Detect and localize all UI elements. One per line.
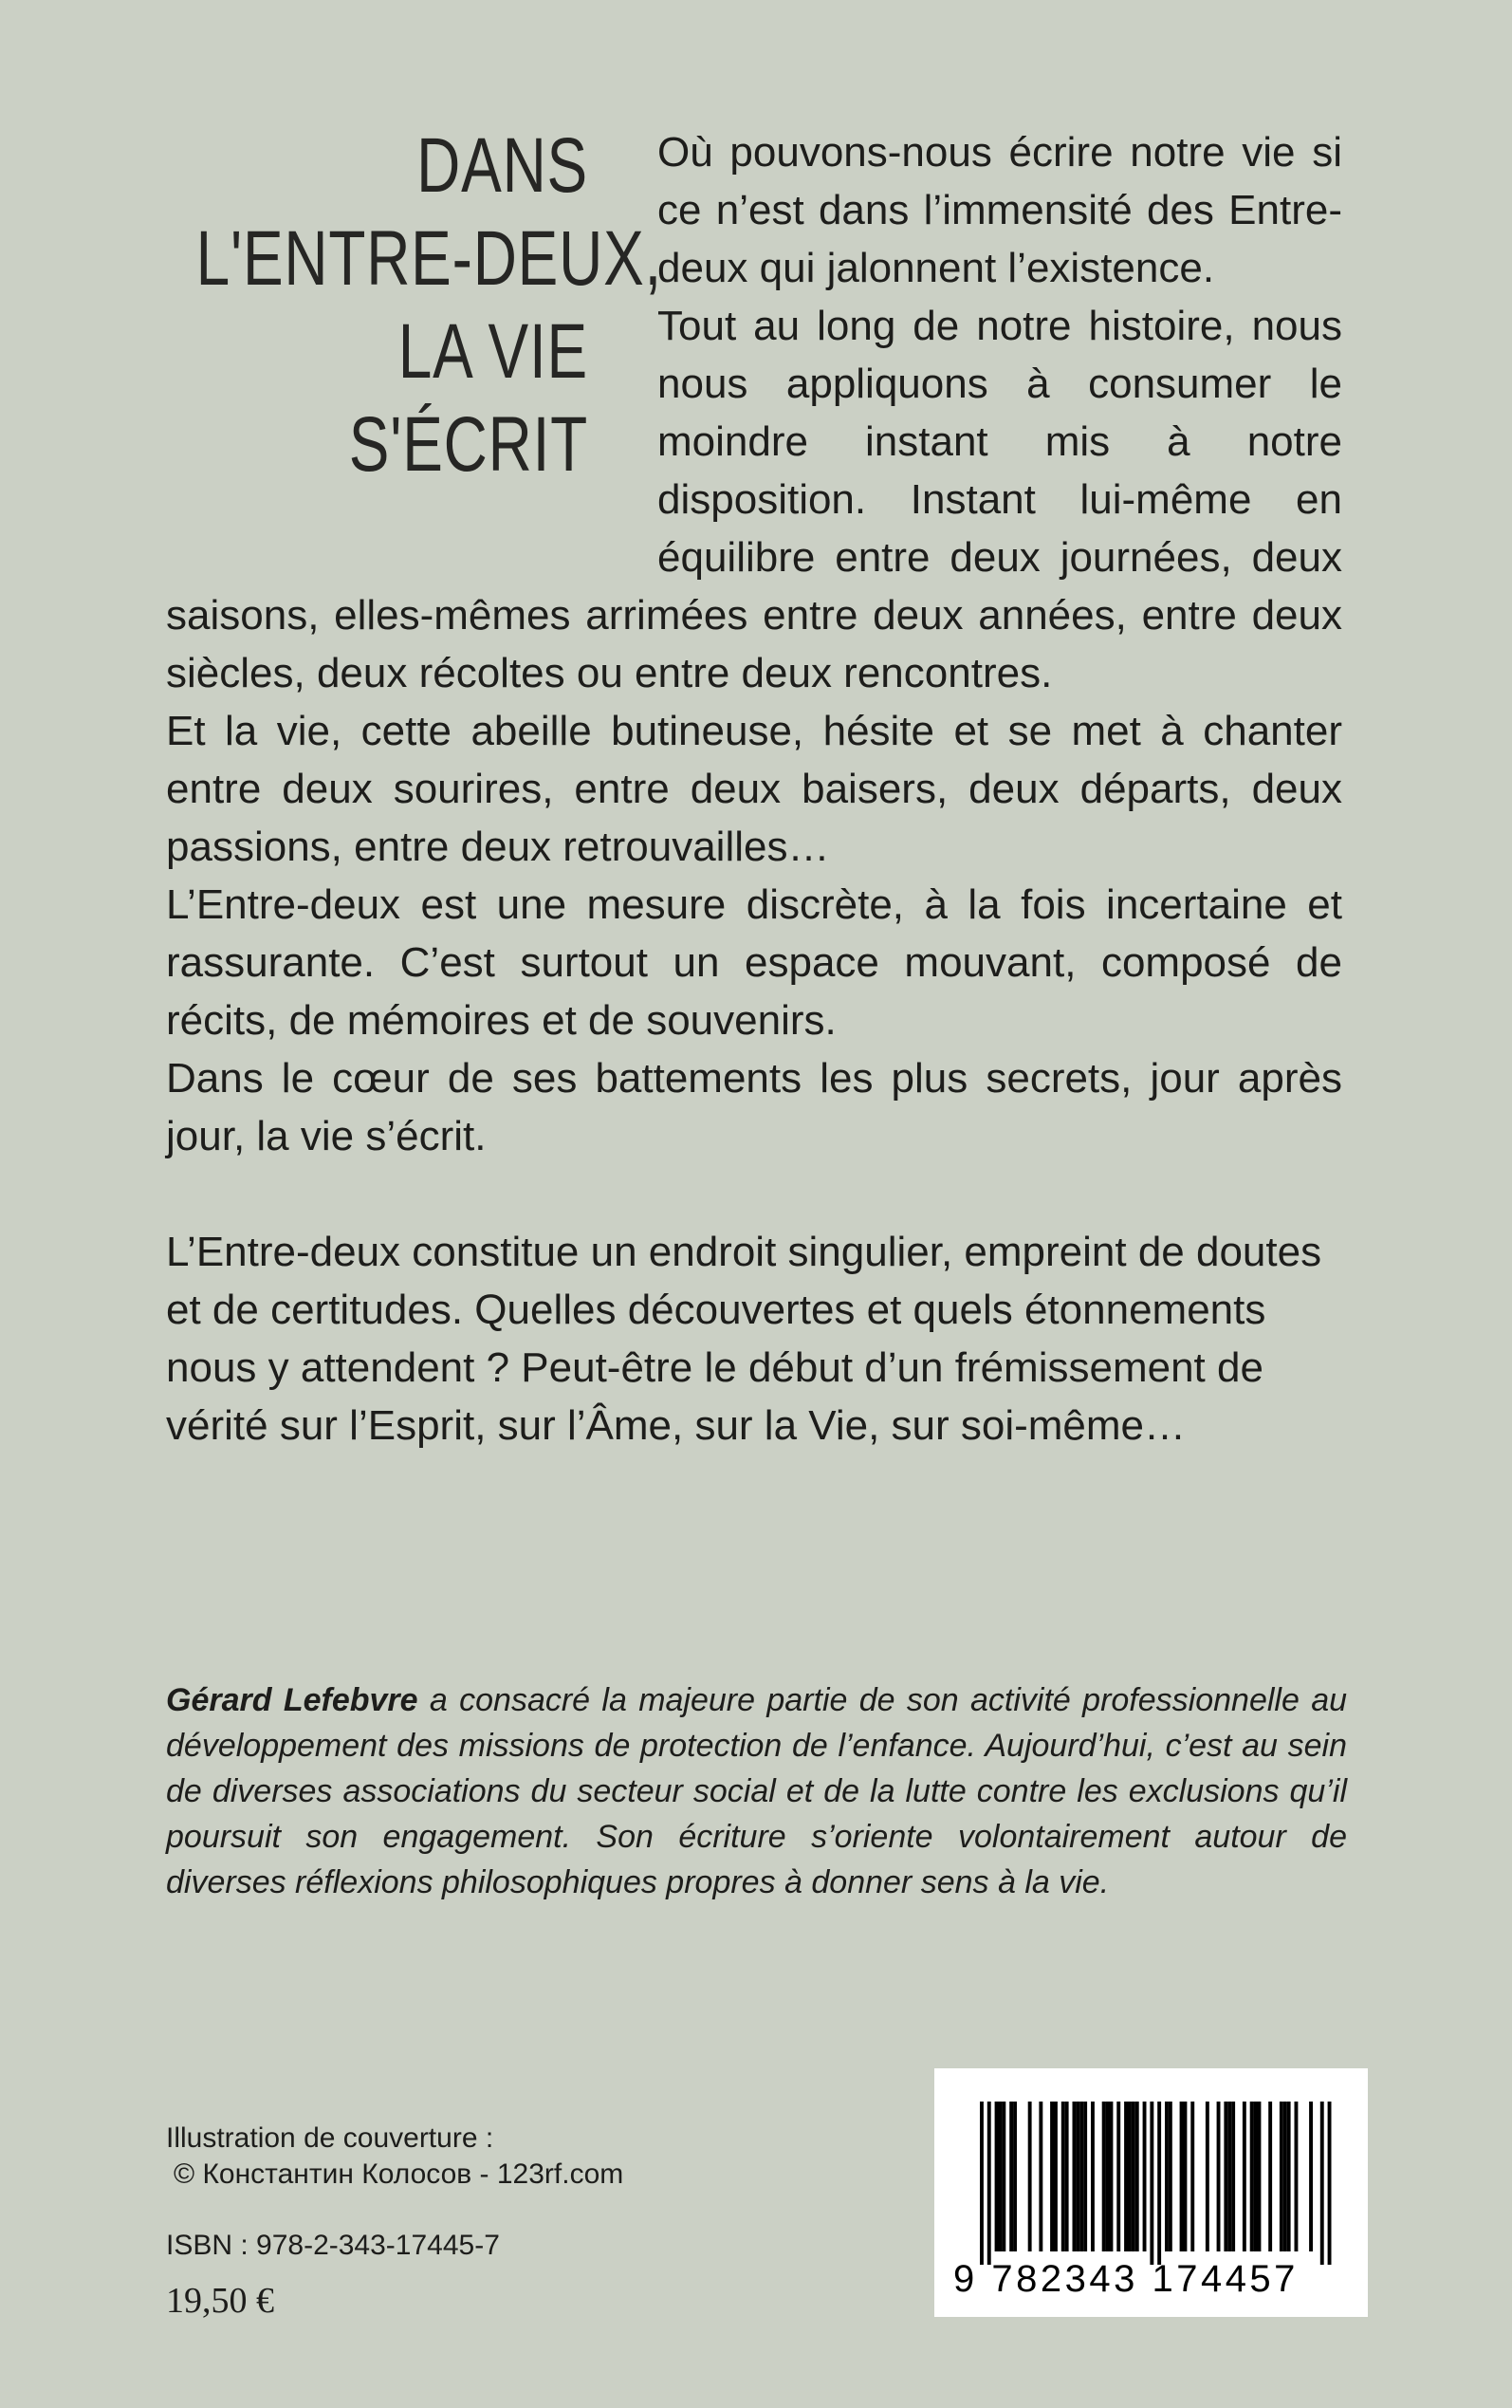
- barcode-bar: [1295, 2102, 1299, 2251]
- barcode-bar: [1106, 2102, 1110, 2251]
- barcode-bar: [1013, 2102, 1017, 2251]
- title-line-3: LA VIE: [397, 308, 588, 395]
- barcode-bar: [1320, 2102, 1324, 2265]
- barcode-bar: [1309, 2102, 1313, 2251]
- barcode-bar: [1124, 2102, 1128, 2251]
- barcode-bar: [1283, 2102, 1287, 2251]
- barcode-bar: [1132, 2102, 1135, 2251]
- title-line-4: S'ÉCRIT: [348, 401, 588, 488]
- barcode-bar: [1002, 2102, 1005, 2251]
- barcode-bar: [1258, 2102, 1262, 2251]
- barcode-bar: [1110, 2102, 1114, 2251]
- barcode-bar: [1143, 2102, 1147, 2251]
- blurb-paragraph-4: L’Entre-deux est une mesure discrète, à la fois incertaine et rassurante. C’est surtout un espace mouvant, composé de récits, de mémoires et de souvenirs.: [166, 881, 1342, 1044]
- barcode-bar: [1079, 2102, 1083, 2251]
- barcode-bar: [1217, 2102, 1221, 2251]
- barcode-bar: [1231, 2102, 1235, 2251]
- barcode-bar: [995, 2102, 999, 2251]
- title-line-1: DANS: [416, 122, 588, 209]
- title-float-space: [166, 123, 663, 579]
- barcode-bar: [1083, 2102, 1087, 2251]
- illustration-credits: [166, 2121, 735, 2193]
- barcode-bar: [1073, 2102, 1077, 2251]
- barcode-bar: [1165, 2102, 1169, 2251]
- barcode-bar: [1009, 2102, 1013, 2251]
- credits-value: © Константин Колосов - 123rf.com: [174, 2158, 624, 2190]
- barcode-bar: [987, 2102, 991, 2265]
- price: 19,50 €: [166, 2281, 274, 2321]
- author-bio-text: a consacré la majeure partie de son activité professionnelle au développement des missions de protection de l’enfance. Aujourd’hui, c’est au sein de diverses associations du secteur social et de la lutte contre les exclusions qu’il poursuit son engagement. Son écriture s’oriente volontairement autour de diverses réflexions philosophiques propres à donner sens à la vie.: [166, 1682, 1348, 1900]
- title-line-2: L'ENTRE-DEUX,: [195, 215, 663, 302]
- barcode-bar: [1150, 2102, 1153, 2265]
- barcode-digits: 9 782343 174457: [953, 2258, 1299, 2300]
- barcode-bar: [1227, 2102, 1231, 2251]
- isbn: ISBN : 978-2-343-17445-7: [166, 2230, 500, 2261]
- barcode-bar: [1254, 2102, 1258, 2251]
- barcode-bar: [1128, 2102, 1132, 2251]
- blurb-paragraph-1: Où pouvons-nous écrire notre vie si ce n’est dans l’immensité des Entre-deux qui jalonnent l’existence.: [657, 129, 1342, 291]
- barcode-bar: [1184, 2102, 1188, 2251]
- barcode-bar: [1116, 2102, 1120, 2251]
- barcode-bar: [1076, 2102, 1079, 2251]
- barcode-bar: [1065, 2102, 1069, 2251]
- author-name: Gérard Lefebvre: [166, 1682, 418, 1718]
- barcode-bar: [1135, 2102, 1139, 2251]
- barcode-bar: [1061, 2102, 1065, 2251]
- barcode-bar: [1028, 2102, 1032, 2251]
- barcode: [934, 2068, 1368, 2317]
- blurb-paragraph-3: Et la vie, cette abeille butineuse, hésite et se met à chanter entre deux sourires, entre deux baisers, deux départs, deux passions, entre deux retrouvailles…: [166, 708, 1342, 870]
- barcode-bar: [1054, 2102, 1058, 2251]
- barcode-bar: [1157, 2102, 1161, 2265]
- barcode-bar: [1190, 2102, 1194, 2251]
- barcode-bar: [1206, 2102, 1209, 2251]
- barcode-bar: [1287, 2102, 1291, 2251]
- barcode-bar: [1243, 2102, 1246, 2251]
- blurb-paragraph-6: L’Entre-deux constitue un endroit singulier, empreint de doutes et de certitudes. Quelles découvertes et quels étonnements nous y attendent ? Peut-être le début d’un frémissement de vérité sur l’Esprit, sur l’Âme, sur la Vie, sur soi-même…: [166, 1229, 1322, 1449]
- barcode-bar: [1268, 2102, 1272, 2251]
- barcode-bar: [1102, 2102, 1106, 2251]
- barcode-bar: [1180, 2102, 1184, 2251]
- barcode-bar: [1224, 2102, 1227, 2251]
- credits-label: Illustration de couverture :: [166, 2122, 494, 2154]
- barcode-bar: [980, 2102, 984, 2265]
- paragraph-spacer: [166, 1165, 1342, 1223]
- barcode-bar: [1250, 2102, 1254, 2251]
- barcode-bar: [1039, 2102, 1042, 2251]
- blurb-paragraph-5: Dans le cœur de ses battements les plus secrets, jour après jour, la vie s’écrit.: [166, 1055, 1342, 1159]
- barcode-bar: [1280, 2102, 1283, 2251]
- barcode-bar: [999, 2102, 1003, 2251]
- author-bio: [166, 1677, 1347, 1905]
- blurb-paragraph-2: Tout au long de notre histoire, nous nous appliquons à consumer le moindre instant mis à notre disposition. Instant lui-même en équilibre entre deux journées, deux saisons, elles-mêmes arrimées entre deux années, entre deux siècles, deux récoltes ou entre deux rencontres.: [166, 303, 1342, 696]
- back-cover-blurb: [166, 123, 1342, 1454]
- barcode-bar: [1328, 2102, 1332, 2265]
- barcode-bar: [1050, 2102, 1054, 2251]
- barcode-bar: [1169, 2102, 1172, 2251]
- barcode-bar: [1091, 2102, 1095, 2251]
